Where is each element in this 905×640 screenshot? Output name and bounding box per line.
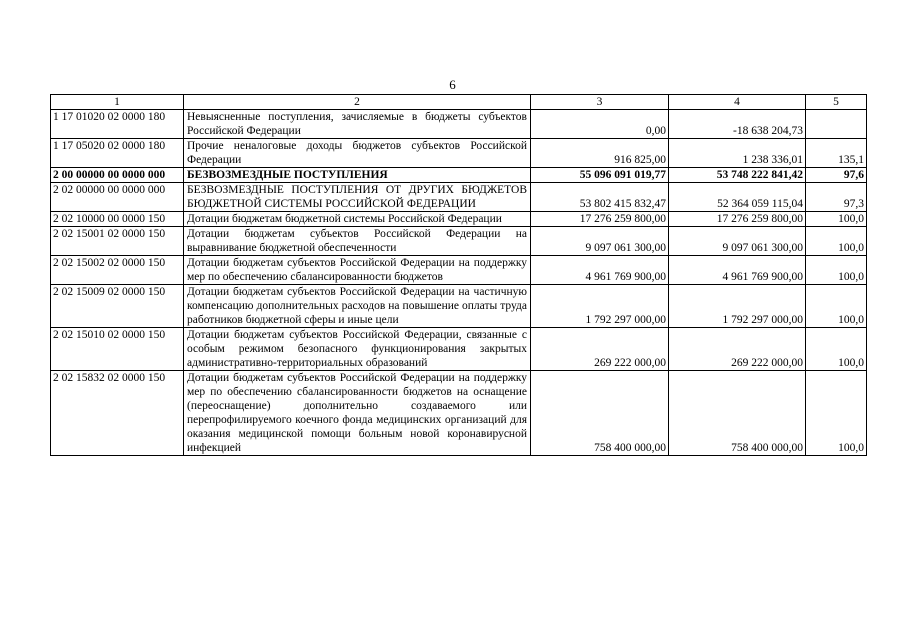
description-cell: Невыясненные поступления, зачисляемые в бюджеты субъектов Российской Федерации xyxy=(184,110,531,139)
plan-amount-cell: 1 792 297 000,00 xyxy=(531,285,669,328)
table-row xyxy=(51,110,867,139)
plan-amount-cell: 0,00 xyxy=(531,110,669,139)
budget-code-cell: 2 02 15010 02 0000 150 xyxy=(51,328,184,371)
column-header-percent: 5 xyxy=(806,95,867,110)
description-cell: БЕЗВОЗМЕЗДНЫЕ ПОСТУПЛЕНИЯ xyxy=(184,168,531,183)
column-header-fact: 4 xyxy=(669,95,806,110)
description-cell: Дотации бюджетам субъектов Российской Федерации, связанные с особым режимом безопасного функционирования закрытых административно-территориальных образований xyxy=(184,328,531,371)
percent-cell: 135,1 xyxy=(806,139,867,168)
actual-amount-cell: 1 792 297 000,00 xyxy=(669,285,806,328)
percent-cell: 100,0 xyxy=(806,256,867,285)
table-row xyxy=(51,227,867,256)
table-row xyxy=(51,256,867,285)
description-cell: Дотации бюджетам субъектов Российской Федерации на поддержку мер по обеспечению сбалансированности бюджетов на оснащение (переоснащение) дополнительно создаваемого или перепрофилируемого коечного фонда медицинских организаций для оказания медицинской помощи больным новой коронавирусной инфекцией xyxy=(184,371,531,456)
column-header-code: 1 xyxy=(51,95,184,110)
budget-code-cell: 2 02 10000 00 0000 150 xyxy=(51,212,184,227)
actual-amount-cell: 269 222 000,00 xyxy=(669,328,806,371)
plan-amount-cell: 9 097 061 300,00 xyxy=(531,227,669,256)
plan-amount-cell: 55 096 091 019,77 xyxy=(531,168,669,183)
budget-code-cell: 2 02 00000 00 0000 000 xyxy=(51,183,184,212)
table-row xyxy=(51,285,867,328)
plan-amount-cell: 758 400 000,00 xyxy=(531,371,669,456)
plan-amount-cell: 53 802 415 832,47 xyxy=(531,183,669,212)
table-row xyxy=(51,139,867,168)
budget-code-cell: 2 02 15001 02 0000 150 xyxy=(51,227,184,256)
actual-amount-cell: 52 364 059 115,04 xyxy=(669,183,806,212)
budget-code-cell: 2 02 15832 02 0000 150 xyxy=(51,371,184,456)
percent-cell: 100,0 xyxy=(806,227,867,256)
plan-amount-cell: 17 276 259 800,00 xyxy=(531,212,669,227)
percent-cell: 100,0 xyxy=(806,328,867,371)
description-cell: Дотации бюджетам бюджетной системы Российской Федерации xyxy=(184,212,531,227)
description-cell: Дотации бюджетам субъектов Российской Федерации на выравнивание бюджетной обеспеченности xyxy=(184,227,531,256)
actual-amount-cell: 17 276 259 800,00 xyxy=(669,212,806,227)
budget-code-cell: 2 02 15002 02 0000 150 xyxy=(51,256,184,285)
actual-amount-cell: 1 238 336,01 xyxy=(669,139,806,168)
table-row xyxy=(51,212,867,227)
plan-amount-cell: 4 961 769 900,00 xyxy=(531,256,669,285)
column-header-name: 2 xyxy=(184,95,531,110)
description-cell: Дотации бюджетам субъектов Российской Федерации на поддержку мер по обеспечению сбалансированности бюджетов xyxy=(184,256,531,285)
page-number: 6 xyxy=(449,77,456,92)
plan-amount-cell: 916 825,00 xyxy=(531,139,669,168)
plan-amount-cell: 269 222 000,00 xyxy=(531,328,669,371)
table-row xyxy=(51,371,867,456)
actual-amount-cell: 9 097 061 300,00 xyxy=(669,227,806,256)
description-cell: БЕЗВОЗМЕЗДНЫЕ ПОСТУПЛЕНИЯ ОТ ДРУГИХ БЮДЖЕТОВ БЮДЖЕТНОЙ СИСТЕМЫ РОССИЙСКОЙ ФЕДЕРАЦИИ xyxy=(184,183,531,212)
actual-amount-cell: 4 961 769 900,00 xyxy=(669,256,806,285)
description-cell: Прочие неналоговые доходы бюджетов субъектов Российской Федерации xyxy=(184,139,531,168)
budget-revenue-table xyxy=(50,94,867,456)
description-cell: Дотации бюджетам субъектов Российской Федерации на частичную компенсацию дополнительных расходов на повышение оплаты труда работников бюджетной сферы и иные цели xyxy=(184,285,531,328)
percent-cell: 97,6 xyxy=(806,168,867,183)
table-row xyxy=(51,183,867,212)
budget-code-cell: 1 17 05020 02 0000 180 xyxy=(51,139,184,168)
budget-code-cell: 2 02 15009 02 0000 150 xyxy=(51,285,184,328)
column-header-plan: 3 xyxy=(531,95,669,110)
percent-cell: 100,0 xyxy=(806,285,867,328)
table-header-row xyxy=(51,95,867,110)
table-row xyxy=(51,328,867,371)
budget-code-cell: 1 17 01020 02 0000 180 xyxy=(51,110,184,139)
budget-code-cell: 2 00 00000 00 0000 000 xyxy=(51,168,184,183)
table-row xyxy=(51,168,867,183)
percent-cell xyxy=(806,110,867,139)
actual-amount-cell: 53 748 222 841,42 xyxy=(669,168,806,183)
percent-cell: 100,0 xyxy=(806,212,867,227)
percent-cell: 97,3 xyxy=(806,183,867,212)
percent-cell: 100,0 xyxy=(806,371,867,456)
actual-amount-cell: -18 638 204,73 xyxy=(669,110,806,139)
actual-amount-cell: 758 400 000,00 xyxy=(669,371,806,456)
